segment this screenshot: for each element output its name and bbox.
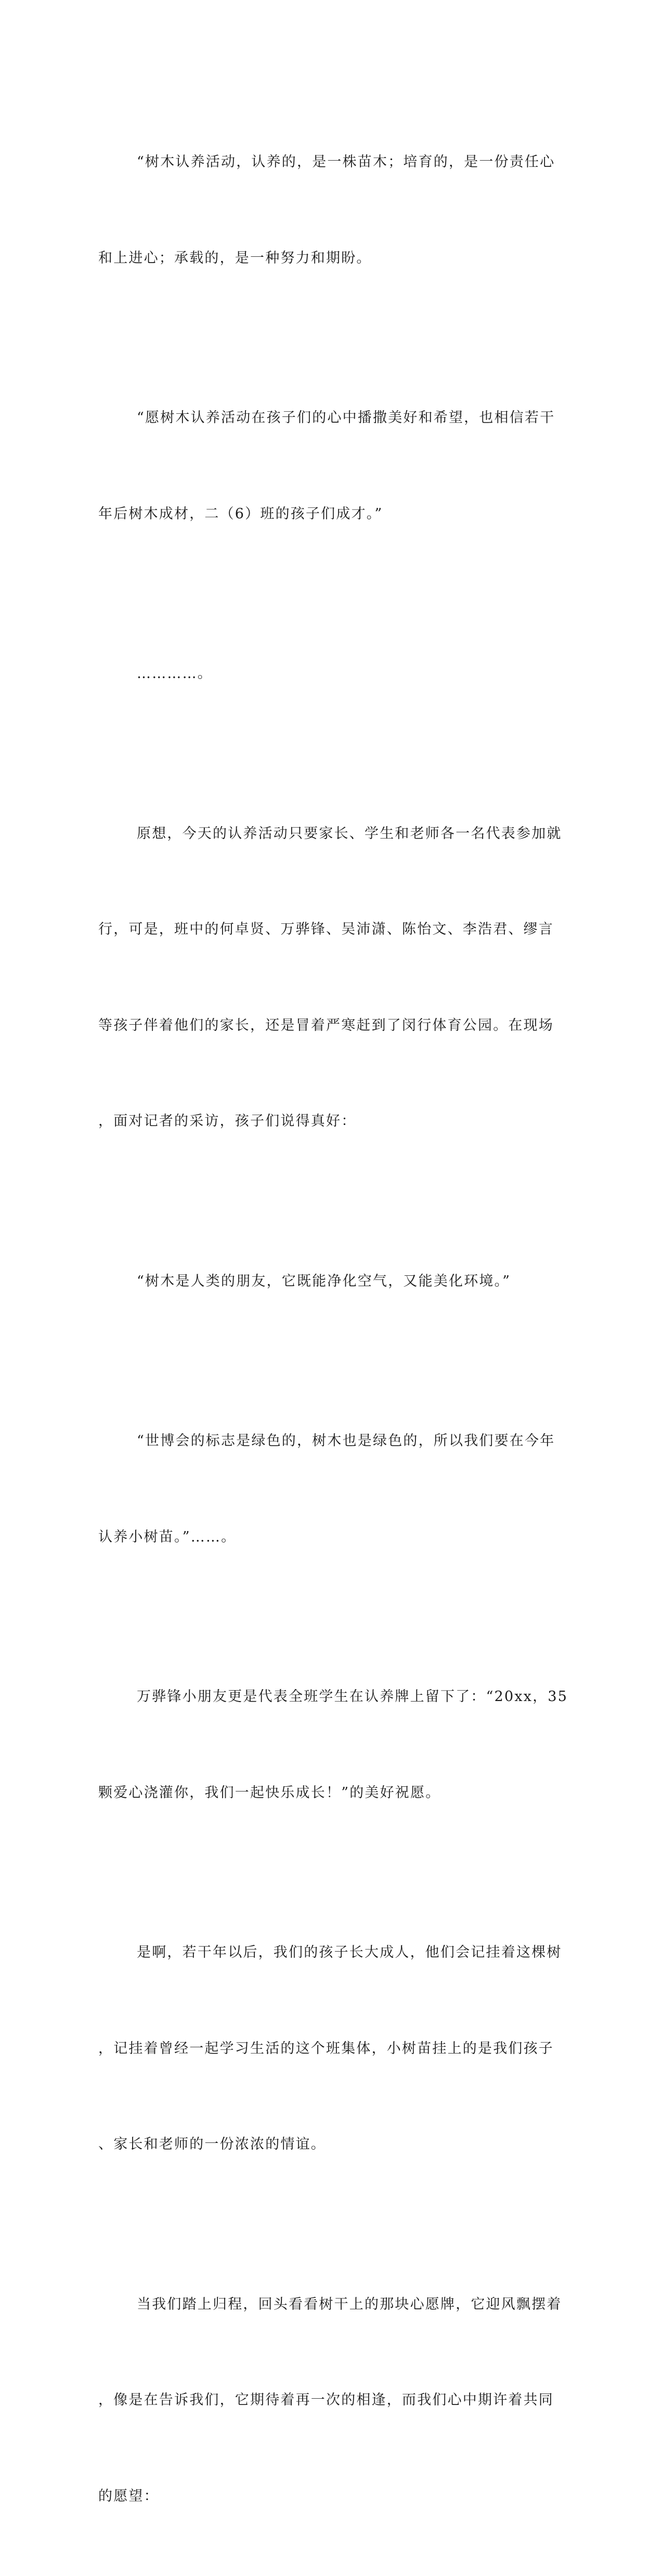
document-page — [0, 0, 663, 858]
text-line: 认养小树苗。”……。 — [98, 1521, 566, 1553]
paragraph-future — [98, 1873, 566, 2225]
text-line: 是啊，若干年以后，我们的孩子长大成人，他们会记挂着这棵树 — [98, 1937, 566, 1969]
text-line: “世博会的标志是绿色的，树木也是绿色的，所以我们要在今年 — [98, 1425, 566, 1457]
paragraph-adoption-meaning — [98, 82, 566, 338]
text-line: …………。 — [98, 658, 566, 690]
text-line: 当我们踏上归程，回头看看树干上的那块心愿牌，它迎风飘摆着 — [98, 2289, 566, 2321]
text-line: 、家长和老师的一份浓浓的情谊。 — [98, 2128, 566, 2161]
text-line: “树木是人类的朋友，它既能净化空气，又能美化环境。” — [98, 1265, 566, 1298]
document-body — [98, 82, 566, 2576]
text-line: 颗爱心浇灌你，我们一起快乐成长！”的美好祝愿。 — [98, 1777, 566, 1809]
paragraph-sign-message — [98, 1617, 566, 1873]
text-line: “树木认养活动，认养的，是一株苗木；培育的，是一份责任心 — [98, 146, 566, 178]
text-line: “愿树木认养活动在孩子们的心中播撒美好和希望，也相信若干 — [98, 402, 566, 434]
text-line: ，面对记者的采访，孩子们说得真好： — [98, 1105, 566, 1137]
text-line: ，像是在告诉我们，它期待着再一次的相逢，而我们心中期许着共同 — [98, 2384, 566, 2416]
paragraph-ellipsis — [98, 594, 566, 754]
paragraph-wish — [98, 338, 566, 594]
text-line: 年后树木成材，二（6）班的孩子们成才。” — [98, 498, 566, 530]
paragraph-quote-expo — [98, 1361, 566, 1617]
text-line: 原想，今天的认养活动只要家长、学生和老师各一名代表参加就 — [98, 818, 566, 850]
text-line: 的愿望： — [98, 2480, 566, 2513]
text-line: ，记挂着曾经一起学习生活的这个班集体，小树苗挂上的是我们孩子 — [98, 2033, 566, 2065]
text-line: 万骅锋小朋友更是代表全班学生在认养牌上留下了：“20xx，35 — [98, 1681, 566, 1713]
text-line: 等孩子伴着他们的家长，还是冒着严寒赶到了闵行体育公园。在现场 — [98, 1010, 566, 1042]
text-line: 和上进心；承载的，是一种努力和期盼。 — [98, 242, 566, 274]
paragraph-quote-friends — [98, 1201, 566, 1362]
paragraph-return — [98, 2225, 566, 2576]
text-line: 行，可是，班中的何卓贤、万骅锋、吴沛潇、陈怡文、李浩君、缪言 — [98, 913, 566, 946]
paragraph-participants — [98, 754, 566, 1201]
